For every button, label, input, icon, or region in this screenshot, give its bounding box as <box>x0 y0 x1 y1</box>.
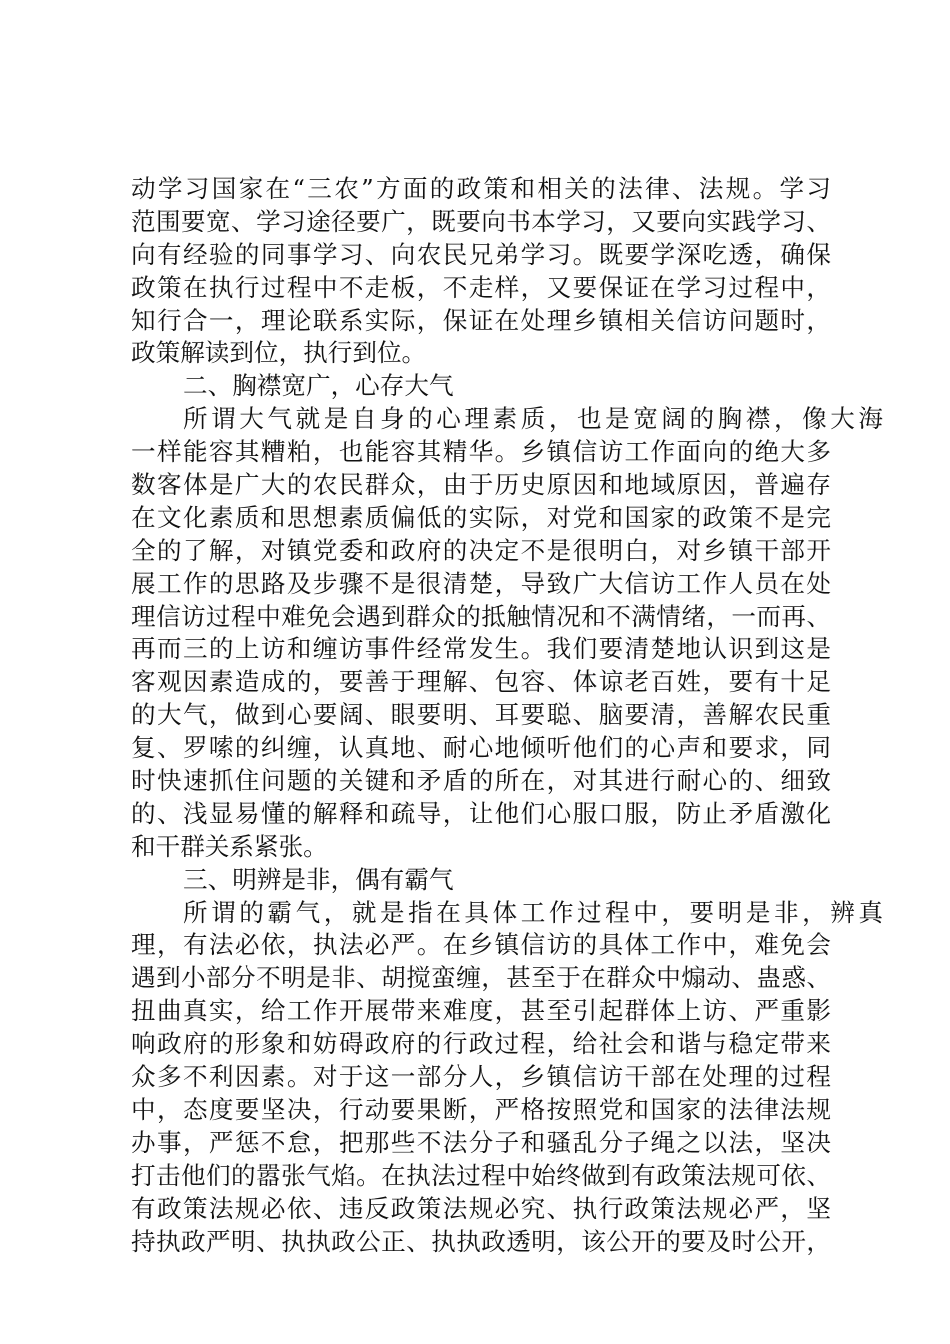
text-line: 复、罗嗦的纠缠，认真地、耐心地倾听他们的心声和要求，同 <box>131 733 831 763</box>
text-line: 知行合一，理论联系实际，保证在处理乡镇相关信访问题时， <box>131 305 831 335</box>
text-line: 向有经验的同事学习、向农民兄弟学习。既要学深吃透，确保 <box>131 239 831 269</box>
text-line: 遇到小部分不明是非、胡搅蛮缠，甚至于在群众中煽动、蛊惑、 <box>131 963 831 993</box>
text-line: 所谓的霸气，就是指在具体工作过程中，要明是非，辨真 <box>183 897 883 927</box>
text-line: 众多不利因素。对于这一部分人，乡镇信访干部在处理的过程 <box>131 1062 831 1092</box>
text-line: 所谓大气就是自身的心理素质，也是宽阔的胸襟，像大海 <box>183 404 883 434</box>
text-line: 客观因素造成的，要善于理解、包容、体谅老百姓，要有十足 <box>131 667 831 697</box>
text-line: 时快速抓住问题的关键和矛盾的所在，对其进行耐心的、细致 <box>131 766 831 796</box>
text-line: 打击他们的嚣张气焰。在执法过程中始终做到有政策法规可依、 <box>131 1160 831 1190</box>
text-line: 展工作的思路及步骤不是很清楚，导致广大信访工作人员在处 <box>131 568 831 598</box>
text-line: 办事，严惩不怠，把那些不法分子和骚乱分子绳之以法，坚决 <box>131 1127 831 1157</box>
text-line: 理，有法必依，执法必严。在乡镇信访的具体工作中，难免会 <box>131 930 831 960</box>
text-line: 一样能容其糟粕，也能容其精华。乡镇信访工作面向的绝大多 <box>131 437 831 467</box>
text-line: 持执政严明、执执政公正、执执政透明，该公开的要及时公开， <box>131 1226 831 1256</box>
text-line: 扭曲真实，给工作开展带来难度，甚至引起群体上访、严重影 <box>131 996 831 1026</box>
text-line: 的大气，做到心要阔、眼要明、耳要聪、脑要清，善解农民重 <box>131 700 831 730</box>
document-body <box>131 173 883 1258</box>
text-line: 再而三的上访和缠访事件经常发生。我们要清楚地认识到这是 <box>131 634 831 664</box>
section-heading: 二、胸襟宽广，心存大气 <box>183 371 454 401</box>
text-line: 动学习国家在“三农”方面的政策和相关的法律、法规。学习 <box>131 174 831 203</box>
text-line: 有政策法规必依、违反政策法规必究、执行政策法规必严，坚 <box>131 1193 831 1223</box>
text-line: 响政府的形象和妨碍政府的行政过程，给社会和谐与稳定带来 <box>131 1029 831 1059</box>
text-line: 和干群关系紧张。 <box>131 831 328 861</box>
text-line: 范围要宽、学习途径要广，既要向书本学习，又要向实践学习、 <box>131 206 831 236</box>
text-line: 政策在执行过程中不走板，不走样，又要保证在学习过程中， <box>131 272 831 302</box>
text-line: 在文化素质和思想素质偏低的实际，对党和国家的政策不是完 <box>131 502 831 532</box>
text-line: 政策解读到位，执行到位。 <box>131 338 427 368</box>
text-line: 中，态度要坚决，行动要果断，严格按照党和国家的法律法规 <box>131 1094 831 1124</box>
section-heading: 三、明辨是非，偶有霸气 <box>183 864 454 894</box>
text-line: 的、浅显易懂的解释和疏导，让他们心服口服，防止矛盾激化 <box>131 798 831 828</box>
text-line: 理信访过程中难免会遇到群众的抵触情况和不满情绪，一而再、 <box>131 601 831 631</box>
text-line: 全的了解，对镇党委和政府的决定不是很明白，对乡镇干部开 <box>131 535 831 565</box>
text-line: 数客体是广大的农民群众，由于历史原因和地域原因，普遍存 <box>131 470 831 500</box>
